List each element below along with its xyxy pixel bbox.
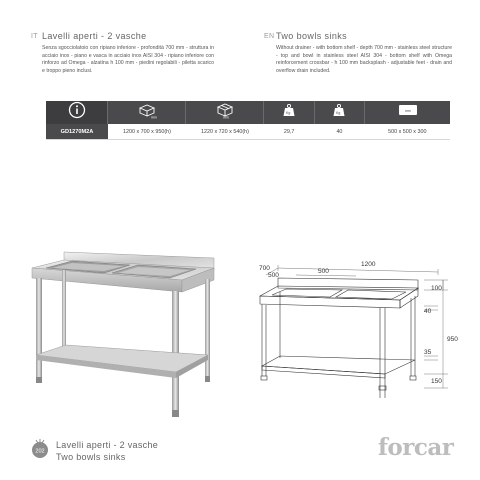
lang-code-it: IT bbox=[31, 33, 38, 40]
net-weight-icon-cell bbox=[264, 101, 314, 124]
svg-text:Kg: Kg bbox=[336, 111, 341, 115]
gross-weight: 40 bbox=[314, 124, 364, 140]
dim-100: 100 bbox=[431, 285, 442, 292]
info-icon-cell bbox=[46, 101, 108, 124]
product-code: GD1270M2A bbox=[46, 124, 108, 140]
package-dimensions: 1220 x 720 x 540(h) bbox=[186, 124, 264, 140]
svg-text:mm: mm bbox=[222, 115, 229, 119]
svg-text:mm: mm bbox=[150, 115, 157, 119]
dim-150: 150 bbox=[431, 378, 442, 385]
spec-table bbox=[46, 101, 450, 140]
technical-drawing bbox=[238, 248, 463, 398]
brand-logo: forcar bbox=[378, 434, 454, 461]
description-en: Without drainer - with bottom shelf - depth 700 mm - stainless steel structure - top and bowl in stainless steel AISI 304 - bottom shelf with Omega reinforcement crossbar - h 100 mm backsplash - adjustable feet - drain and overflow drain included. bbox=[276, 45, 452, 74]
dim-950: 950 bbox=[447, 336, 458, 343]
lang-code-en: EN bbox=[264, 33, 275, 40]
dimensions-icon bbox=[136, 101, 158, 119]
title-it: Lavelli aperti - 2 vasche bbox=[42, 31, 147, 41]
page-number-badge bbox=[30, 437, 50, 459]
weight-icon bbox=[282, 102, 296, 118]
footer-title-en: Two bowls sinks bbox=[56, 452, 126, 462]
spec-table-row bbox=[46, 124, 450, 140]
svg-text:mm: mm bbox=[404, 109, 411, 113]
description-it: Senza sgocciolatoio con ripiano inferiore - profondità 700 mm - struttura in acciaio inox - piano e vasca in acciaio inox AISI 304 - ripiano inferiore con rinforzo ad Omega - alzatina h 100 mm - piedini regolabili - piletta scarico e troppo pieno inclusi. bbox=[42, 45, 214, 74]
info-icon bbox=[68, 101, 86, 119]
svg-text:Kg: Kg bbox=[286, 111, 291, 115]
product-dimensions: 1200 x 700 x 950(h) bbox=[108, 124, 186, 140]
dim-40: 40 bbox=[424, 308, 432, 315]
weight-icon bbox=[332, 102, 346, 118]
dim-500-right: 500 bbox=[318, 268, 329, 275]
footer-title-it: Lavelli aperti - 2 vasche bbox=[56, 440, 159, 450]
gross-weight-icon-cell bbox=[314, 101, 364, 124]
package-icon-cell bbox=[186, 101, 264, 124]
package-icon bbox=[214, 101, 236, 119]
dim-35: 35 bbox=[424, 349, 432, 356]
bowl-size: 500 x 500 x 300 bbox=[365, 124, 450, 140]
dim-500-left: 500 bbox=[268, 272, 279, 279]
product-photo bbox=[28, 250, 218, 420]
dim-1200: 1200 bbox=[361, 261, 376, 268]
dimensions-icon-cell bbox=[108, 101, 186, 124]
bowl-icon bbox=[397, 103, 419, 117]
title-en: Two bowls sinks bbox=[276, 31, 348, 41]
dim-700: 700 bbox=[259, 265, 270, 272]
bowl-icon-cell bbox=[365, 101, 450, 124]
page-number: 202 bbox=[35, 448, 45, 455]
net-weight: 29,7 bbox=[264, 124, 314, 140]
spec-table-header bbox=[46, 101, 450, 124]
